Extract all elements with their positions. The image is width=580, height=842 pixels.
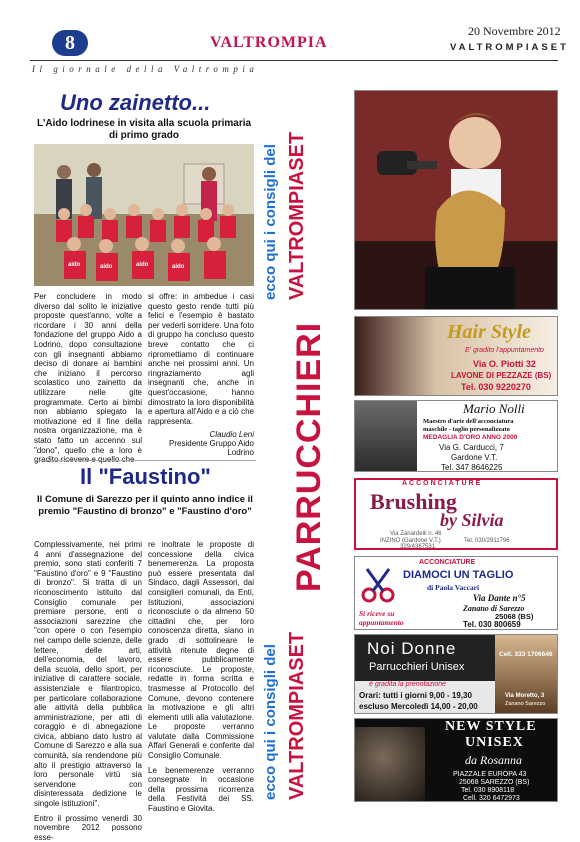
hair-style-name: Hair Style [447,321,531,343]
brushing-address: Via Zanardelli n. 46 [390,531,442,537]
article2-column1-end: Entro il prossimo venerdì 30 novembre 2012 possono esse- [34,813,142,842]
brushing-city: INZINO (Gardone V.T.) [380,538,441,544]
hair-style-city: LAVONE DI PEZZAZE (BS) [451,371,552,380]
article1-subtitle: L'Aido lodrinese in visita alla scuola primaria di primo grado [36,118,252,141]
article2-column1-text: Complessivamente, nei primi 4 anni d'assegnazione del premio, sono stati conferiti 7 "Faustino d'oro" e 9 "Faustino di bronzo". Si tratta di un riconoscimento istituito dal Consiglio comunale per premiare persone, enti o associazioni sarezzine che "con opere o con l'esempio nel campo delle scienze, delle lettere, delle arti, dell'economia, del lavoro, della scuola, dello sport, per iniziative di carattere sociale, assistenziale e filantropico, per particolare collaborazione alle attività della pubblica amministrazione, per atti di coraggio e di abnegazione civica, abbiano dato lustro al Comune di Sarezzo e alla sua comunità, sia rendendone più alto il prestigio attraverso la loro personale virtù sia servendone con disinteressata dedizione le singole istituzioni". [34,540,142,809]
band-main-title: PARRUCCHIERI [290,321,328,592]
diamoci-label: ACCONCIATURE [419,559,476,566]
article1-photo [34,144,254,286]
ad-brushing-silvia [354,478,558,550]
header-rule [30,60,558,61]
diamoci-name: DIAMOCI UN TAGLIO [403,569,514,581]
diamoci-cap: 25068 (BS) [495,612,534,621]
ad-mario-nolli [354,400,558,472]
scissors-icon [359,565,399,605]
section-name: VALTROMPIASET [450,42,569,53]
diamoci-note2: appuntamento [359,618,404,627]
new-style-name2: UNISEX [465,735,524,750]
nolli-name: Mario Nolli [463,401,525,416]
hair-style-phone: Tel. 030 9220270 [461,382,531,392]
article2-title: Il "Faustino" [80,464,211,489]
band-brand-bottom: VALTROMPIASET [286,631,308,800]
page-number: 8 [52,30,88,56]
article1-title: Uno zainetto... [60,90,211,115]
new-style-cell: Cell. 320 6472973 [463,795,520,802]
hairdresser-photo [354,90,558,310]
article2-column2 [148,540,254,814]
nolli-phone: Tel. 347 8646225 [441,463,503,472]
ad-hair-style [354,316,558,396]
new-style-city: 25068 SAREZZO (BS) [459,779,530,786]
article1-column1: Per concludere in modo diverso dal solito le iniziative proposte quest'anno, volte a ricordare i 30 anni della fondazione del gruppo Aido a Lodrino, dopo consultazione con gli insegnanti abbiamo deciso di donare ai bambini che iniziano il percorso scolastico uno zainetto da utilizzare nelle gite programmate. Certo ai bimbi non abbiamo spiegato la motivazione ed il fine della nostra organizzazione, ma è stato fatto un accenno sul "dono", quello che a loro è [34,292,142,455]
nolli-city: Gardone V.T. [451,453,498,462]
noi-donne-type: Parrucchieri Unisex [369,661,465,673]
hair-style-note: E' gradito l'appuntamento [465,347,544,354]
new-style-phone: Tel. 030 8908118 [461,787,515,794]
new-style-photo [355,727,425,802]
nolli-award: MEDAGLIA D'ORO ANNO 2000 [423,434,518,441]
ad-diamoci-un-taglio [354,556,558,630]
article-divider [34,460,256,461]
signature-role: Presidente Gruppo Aido Lodrino [169,439,254,458]
signature-name: Claudio Leni [209,430,254,440]
paper-name: VALTROMPIA [210,34,328,51]
band-consigli-bottom: ecco qui i consigli del [262,644,279,800]
hair-style-address: Via O. Piotti 32 [473,359,536,369]
brushing-phone1: Tel. 030/2911796 [464,538,510,544]
bag-label: aido [172,264,185,270]
noi-donne-note: è gradita la prenotazione [369,681,447,688]
bag-label: aido [100,264,113,270]
nolli-address: Via G. Carducci, 7 [439,443,504,452]
issue-date: 20 Novembre 2012 [468,24,561,38]
nolli-photo [355,401,417,472]
noi-donne-hours1: Orari: tutti i giorni 9,00 - 19,30 [359,691,472,700]
brushing-phone2: 329/4367531 [400,544,436,550]
diamoci-city: Zanano di Sarezzo [463,604,525,613]
diamoci-phone: Tel. 030 800659 [463,620,521,629]
bag-label: aido [68,262,81,268]
article1-column2 [148,292,254,457]
noi-donne-address: Via Moretto, 3 [505,693,545,699]
band-consigli-top: ecco qui i consigli del [262,144,279,300]
diamoci-address: Via Dante n°5 [473,593,526,603]
nolli-line1: Maestro d'arte dell'acconciatura [423,418,514,425]
article2-subtitle: Il Comune di Sarezzo per il quinto anno indice il premio "Faustino di bronzo" e "Faustino d'oro" [37,494,253,517]
article2-column1 [34,540,142,842]
diamoci-note1: Si riceve su [359,609,395,618]
ad-new-style-unisex [354,718,558,802]
ad-noi-donne [354,634,558,714]
nolli-line2: maschile - taglio personalizzato [423,426,510,433]
noi-donne-hours2: escluso Mercoledì 14,00 - 20,00 [359,702,478,711]
brushing-name1: Brushing [370,489,457,514]
new-style-name1: NEW STYLE [445,719,537,734]
noi-donne-city: Zanano Sarezzo [505,701,546,707]
diamoci-owner: di Paola Vaccari [427,583,480,592]
article2-column2-end: Le benemerenze verranno consegnate in occasione della prossima ricorrenza della Festività dei SS. Faustino e Giovita. [148,765,254,814]
new-style-owner: da Rosanna [465,753,522,767]
brushing-name2: by Silvia [440,510,504,530]
noi-donne-cell: Cell. 333 1706646 [499,651,553,658]
band-brand-top: VALTROMPIASET [286,131,308,300]
noi-donne-name: Noi Donne [367,639,457,658]
article1-column2-text: si offre: in ambedue i casi questo gesto rende tutti più felici e l'esempio è bastato per vederli sorridere. Una foto di gruppo ha concluso questo breve contatto che ci ripromettiamo di continuare anche nei prossimi anni. Un ringraziamento agli insegnanti che, anche in quest'occasione, hanno dimostrato la loro disponibilità e apertura all'Aido e a ciò che rappresenta. [148,292,254,426]
new-style-address: PIAZZALE EUROPA 43 [453,771,527,778]
brushing-label: ACCONCIATURE [402,480,483,487]
bag-label: aido [136,262,149,268]
article2-column2-text: re inoltrate le proposte di concessione della civica benemerenza. La proposta può essere presentata dal Sindaco, dagli Assessori, dai consiglieri comunali, da Enti, Istituzioni, associazioni riconosciute o da almeno 50 cittadini che, per loro conoscenza diretta, siano in grado di sottolineare le attività ritenute degne di essere pubblicamente riconosciute. Le proposte, redatte in forma scritta e trasmesse al Protocollo del Comune, devono contenere la motivazione e gli altri elementi utili alla valutazione. Le proposte verranno valutate dalla Commissione Affari Generali e conferite dal Consiglio Comunale. [148,540,254,761]
tagline: Il giornale della Valtrompia [32,64,259,74]
